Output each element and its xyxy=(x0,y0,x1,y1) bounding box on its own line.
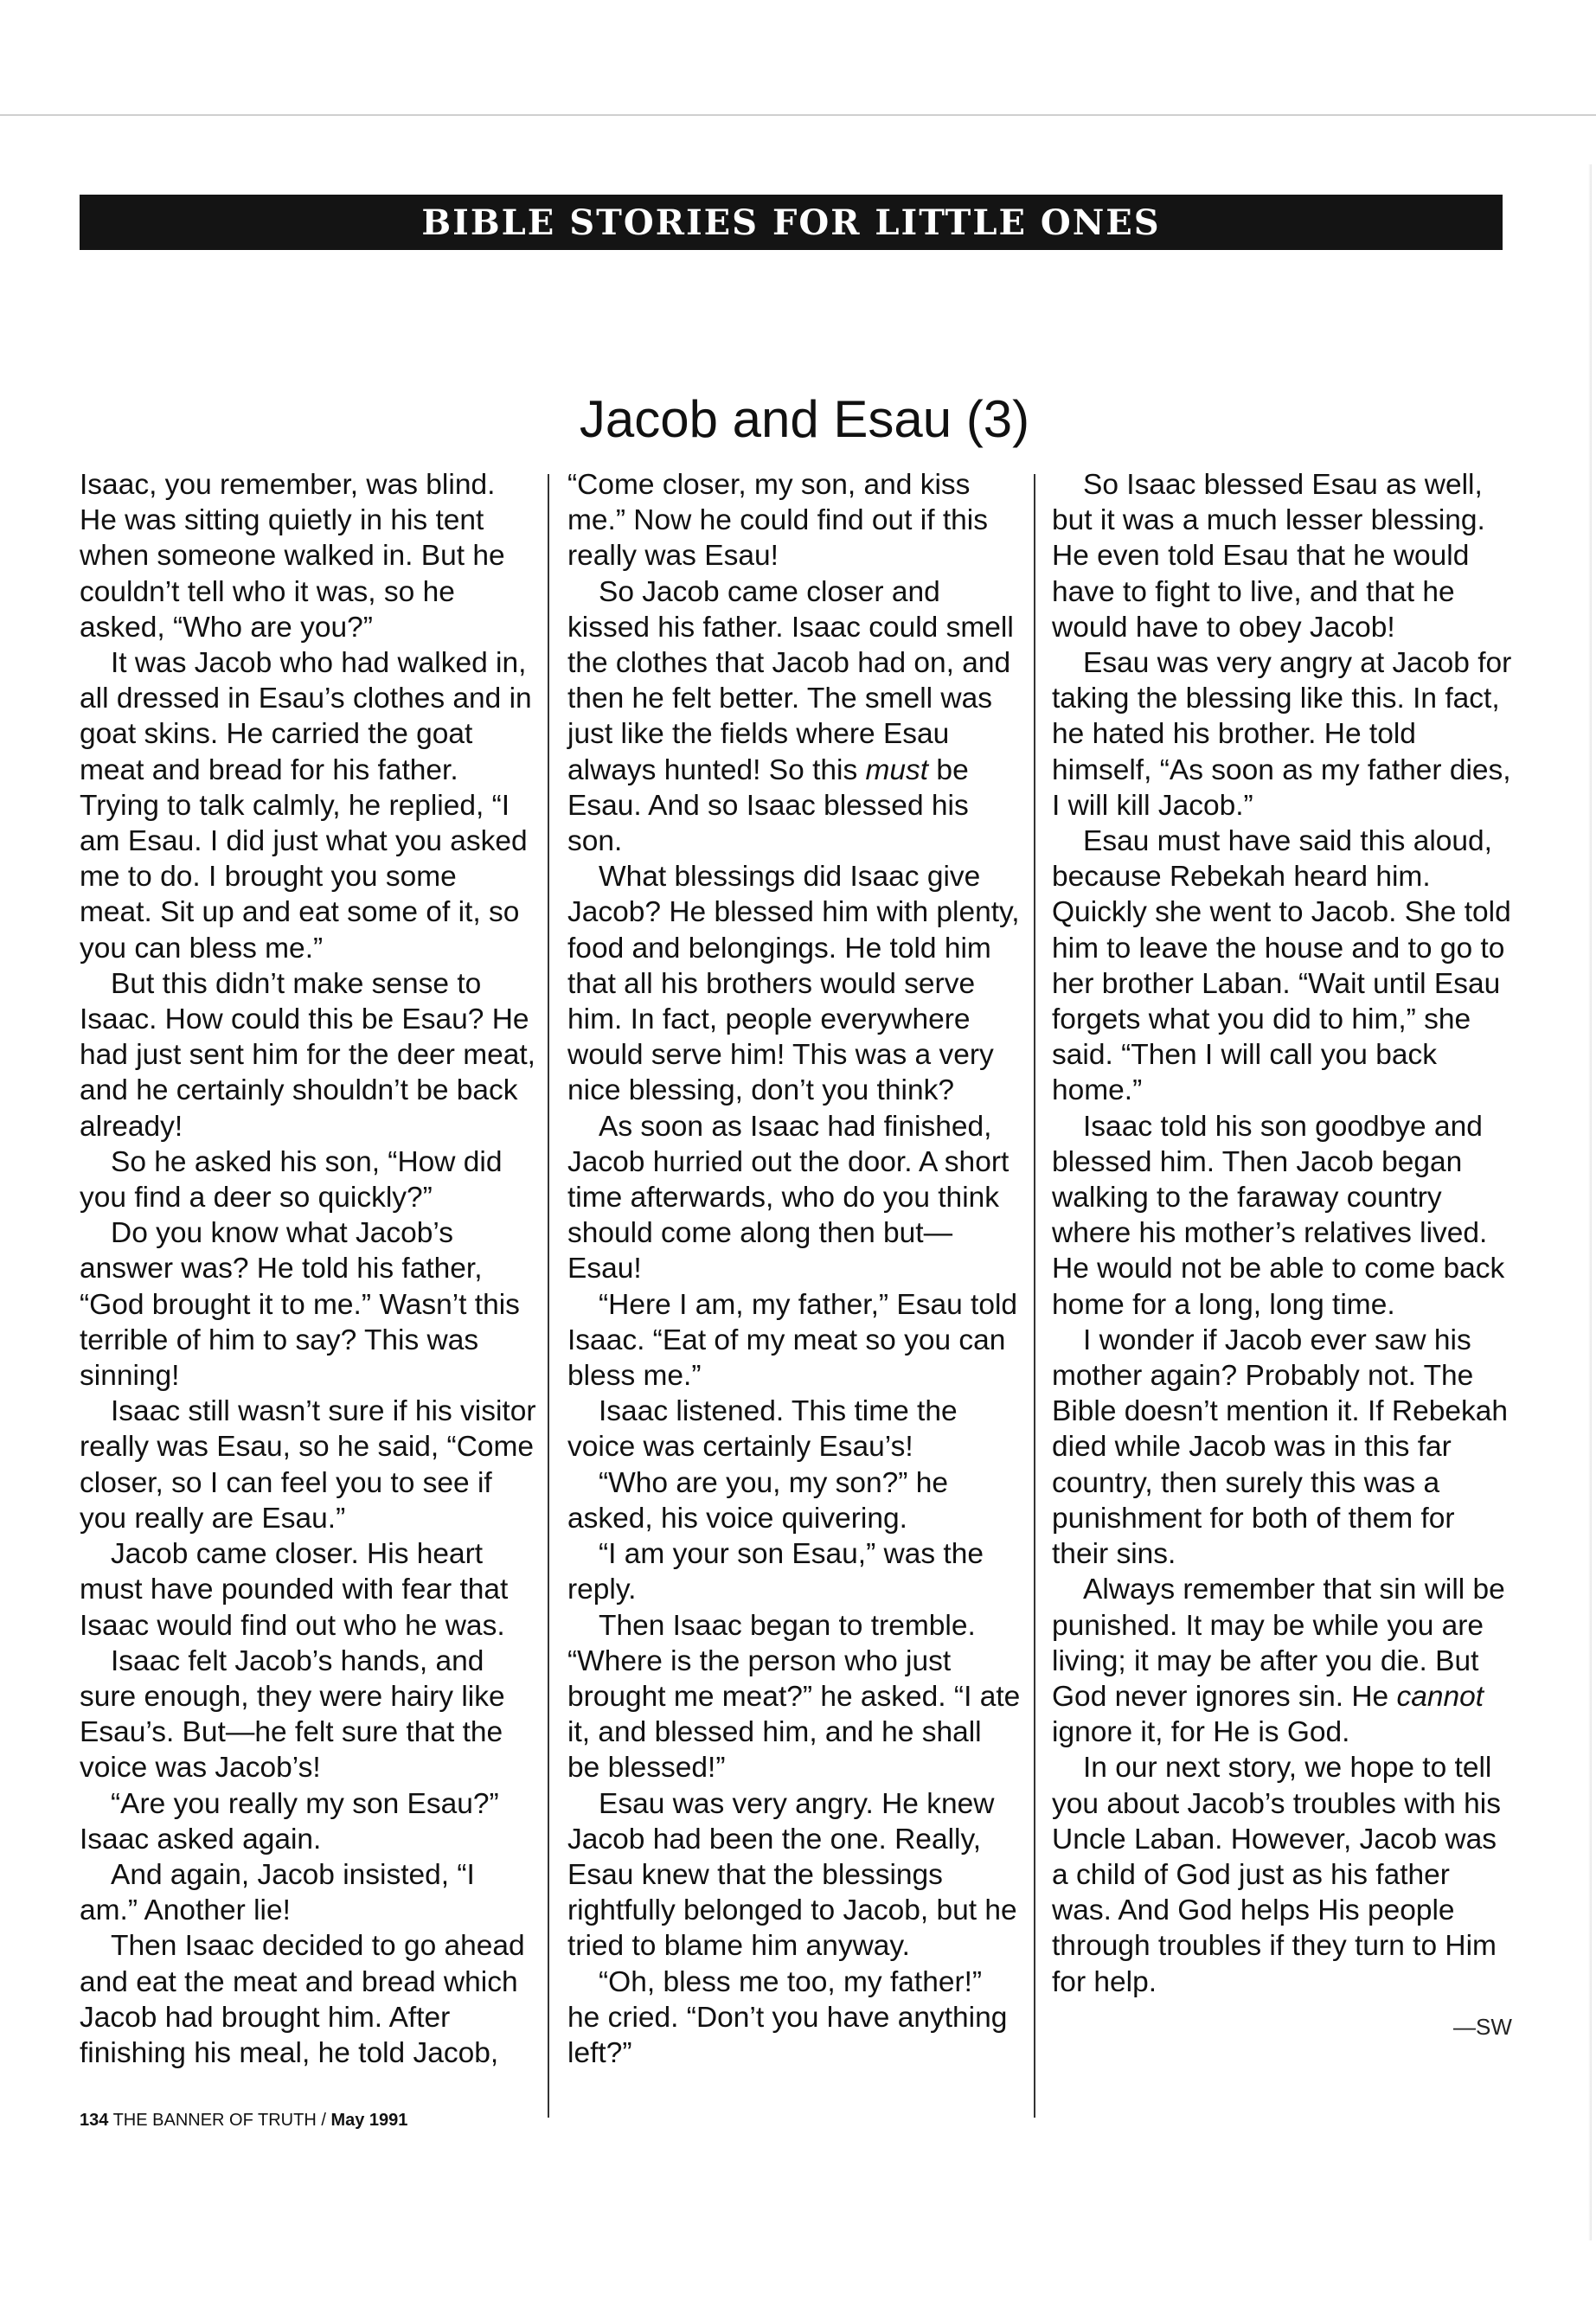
page-number: 134 xyxy=(80,2111,109,2130)
column-2 xyxy=(567,467,1022,2071)
article-title: Jacob and Esau (3) xyxy=(579,390,1030,448)
paragraph: Always remember that sin will be punished. It may be while you are living; it may be after you die. But God never ignores sin. He cannot ignore it, for He is God. xyxy=(1052,1574,1505,1749)
section-banner xyxy=(80,195,1503,250)
paragraph: Then Isaac began to tremble. “Where is the person who just brought me meat?” he asked. “I ate it, and blessed him, and he shall be blessed!” xyxy=(567,1609,1021,1785)
paragraph: Esau was very angry at Jacob for taking the blessing like this. In fact, he hated his brother. He told himself, “As soon as my father dies, I will kill Jacob.” xyxy=(1052,647,1512,822)
paragraph: Do you know what Jacob’s answer was? He told his father, “God brought it to me.” Wasn’t this terrible of him to say? This was sinning! xyxy=(80,1217,520,1393)
paragraph: “Oh, bless me too, my father!” he cried. “Don’t you have anything left?” xyxy=(567,1965,1008,2069)
paragraph: As soon as Isaac had finished, Jacob hurried out the door. A short time afterwards, who do you think should come along then but—Esau! xyxy=(567,1110,1010,1285)
paragraph: “I am your son Esau,” was the reply. xyxy=(567,1538,984,1606)
issue-date: May 1991 xyxy=(330,2111,408,2130)
paragraph: But this didn’t make sense to Isaac. How could this be Esau? He had just sent him for the deer meat, and he certainly shouldn’t be back already! xyxy=(80,967,535,1143)
publication-name: THE BANNER OF TRUTH / xyxy=(112,2111,326,2130)
paragraph: Isaac told his son goodbye and blessed him. Then Jacob began walking to the faraway country where his mother’s relatives lived. He would not be able to come back home for a long, long time. xyxy=(1052,1110,1505,1321)
paragraph: It was Jacob who had walked in, all dressed in Esau’s clothes and in goat skins. He carried the goat meat and bread for his father. Trying to talk calmly, he replied, “I am Esau. I did just what you asked me to do. I brought you some meat. Sit up and eat some of it, so you can bless me.” xyxy=(80,647,532,965)
paragraph: Isaac felt Jacob’s hands, and sure enough, they were hairy like Esau’s. But—he felt sure that the voice was Jacob’s! xyxy=(80,1644,505,1785)
column-divider xyxy=(1034,474,1035,2118)
author-signature: —SW xyxy=(1453,2014,1512,2040)
paragraph: And again, Jacob insisted, “I am.” Another lie! xyxy=(80,1858,475,1927)
paragraph: So he asked his son, “How did you find a deer so quickly?” xyxy=(80,1145,503,1215)
paragraph: Esau was very angry. He knew Jacob had been the one. Really, Esau knew that the blessings rightfully belonged to Jacob, but he tried to blame him anyway. xyxy=(567,1787,1017,1963)
page-footer xyxy=(80,2111,407,2131)
page-top-rule xyxy=(0,114,1596,116)
paragraph: What blessings did Isaac give Jacob? He blessed him with plenty, food and belongings. He told him that all his brothers would serve him. In fact, people everywhere would serve him! This was a very nice blessing, don’t you think? xyxy=(567,861,1020,1107)
paragraph: Isaac listened. This time the voice was certainly Esau’s! xyxy=(567,1395,958,1464)
column-1 xyxy=(80,467,536,2071)
page-edge-shadow xyxy=(1588,164,1592,2240)
paragraph: Jacob came closer. His heart must have pounded with fear that Isaac would find out who he was. xyxy=(80,1538,509,1642)
paragraph: Esau must have said this aloud, because Rebekah heard him. Quickly she went to Jacob. She told him to leave the house and to go to her brother Laban. “Wait until Esau forgets what you did to him,” she said. “Then I will call you back home.” xyxy=(1052,825,1511,1107)
paragraph: Isaac still wasn’t sure if his visitor really was Esau, so he said, “Come closer, so I can feel you to see if you really are Esau.” xyxy=(80,1395,536,1535)
paragraph: Isaac, you remember, was blind. He was sitting quietly in his tent when someone walked in. But he couldn’t tell who it was, so he asked, “Who are you?” xyxy=(80,469,505,644)
paragraph: “Come closer, my son, and kiss me.” Now he could find out if this really was Esau! xyxy=(567,469,988,573)
column-divider xyxy=(548,474,549,2118)
paragraph: So Isaac blessed Esau as well, but it was a much lesser blessing. He even told Esau that he would have to fight to live, and that he would have to obey Jacob! xyxy=(1052,469,1485,644)
paragraph: “Are you really my son Esau?” Isaac asked again. xyxy=(80,1787,499,1856)
paragraph: Then Isaac decided to go ahead and eat the meat and bread which Jacob had brought him. After finishing his meal, he told Jacob, xyxy=(80,1930,525,2069)
paragraph: I wonder if Jacob ever saw his mother again? Probably not. The Bible doesn’t mention it. If Rebekah died while Jacob was in this far country, then surely this was a punishment for both of them for their sins. xyxy=(1052,1324,1509,1571)
paragraph: So Jacob came closer and kissed his father. Isaac could smell the clothes that Jacob had on, and then he felt better. The smell was just like the fields where Esau always hunted! So this must be Esau. And so Isaac blessed his son. xyxy=(567,575,1014,858)
column-3 xyxy=(1052,467,1515,2000)
paragraph: In our next story, we hope to tell you about Jacob’s troubles with his Uncle Laban. However, Jacob was a child of God just as his father was. And God helps His people through troubles if they turn to Him for help. xyxy=(1052,1752,1501,1998)
paragraph: “Who are you, my son?” he asked, his voice quivering. xyxy=(567,1466,949,1535)
paragraph: “Here I am, my father,” Esau told Isaac. “Eat of my meat so you can bless me.” xyxy=(567,1288,1018,1393)
banner-text: BIBLE STORIES FOR LITTLE ONES xyxy=(421,202,1161,243)
